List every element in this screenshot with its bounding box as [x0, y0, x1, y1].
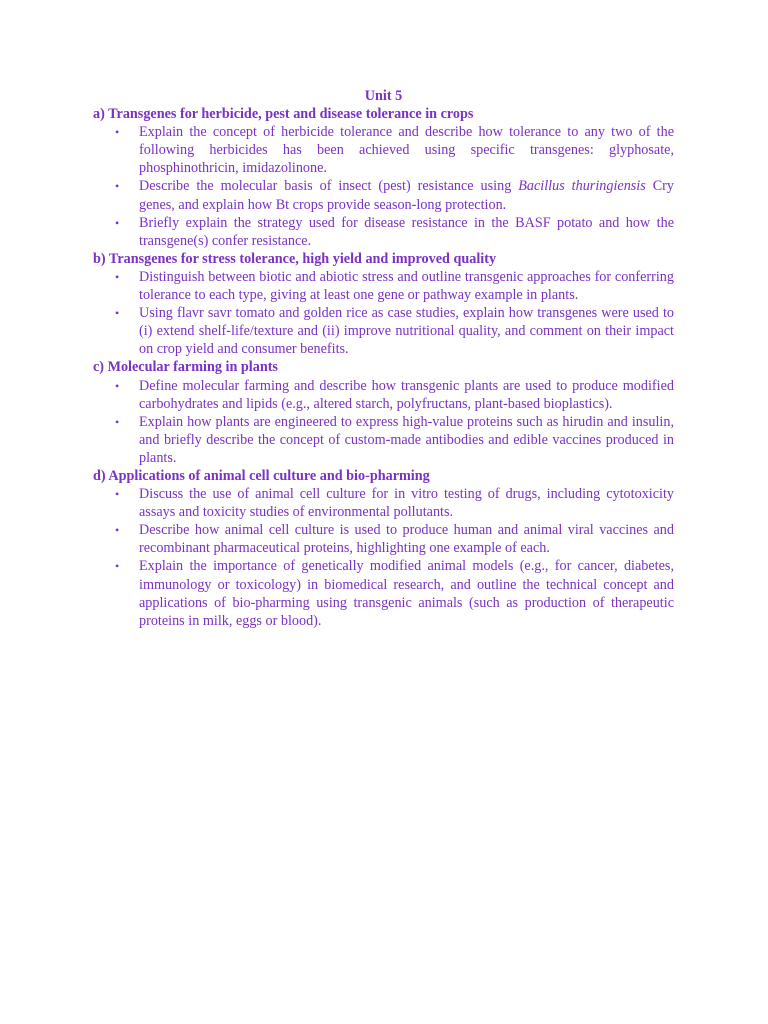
section-a-list: [93, 123, 674, 250]
list-item: [93, 521, 674, 557]
bullet-icon: •: [115, 125, 120, 140]
list-item: [93, 214, 674, 250]
list-item: [93, 304, 674, 358]
list-item: [93, 377, 674, 413]
list-item-text: [139, 177, 674, 213]
list-item: [93, 413, 674, 467]
bullet-icon: •: [115, 414, 120, 429]
list-item-text: Using flavr savr tomato and golden rice as case studies, explain how transgenes were used to (i) extend shelf-life/texture and (ii) improve nutritional quality, and comment on their impact on crop yield and consumer benefits.: [139, 305, 674, 358]
document-page: [93, 87, 674, 630]
list-item-text-part: Cry genes, and explain how Bt crops provide season-long protection.: [139, 178, 675, 213]
species-name-italic: Bacillus thuringiensis: [518, 178, 646, 195]
list-item-text: Discuss the use of animal cell culture for in vitro testing of drugs, including cytotoxicity assays and toxicity studies of environmental pollutants.: [139, 486, 674, 521]
list-item: [93, 485, 674, 521]
list-item-text: Distinguish between biotic and abiotic stress and outline transgenic approaches for conferring tolerance to each type, giving at least one gene or pathway example in plants.: [139, 268, 674, 304]
section-heading-c: c) Molecular farming in plants: [93, 359, 278, 376]
list-item-text-part: Describe the molecular basis of insect (pest) resistance using: [139, 178, 519, 195]
list-item: [93, 123, 674, 177]
page-title: Unit 5: [364, 88, 403, 104]
section-heading-a: a) Transgenes for herbicide, pest and disease tolerance in crops: [93, 106, 474, 123]
section-c-list: [93, 377, 674, 467]
section-b-list: [93, 268, 674, 358]
bullet-icon: •: [115, 215, 120, 230]
section-heading-b: b) Transgenes for stress tolerance, high yield and improved quality: [93, 250, 497, 267]
list-item-text: Describe how animal cell culture is used to produce human and animal viral vaccines and recombinant pharmaceutical proteins, highlighting one example of each.: [139, 522, 674, 557]
section-d-list: [93, 485, 674, 630]
section-heading-d: d) Applications of animal cell culture and bio-pharming: [93, 467, 430, 484]
list-item-text: Explain how plants are engineered to express high-value proteins such as hirudin and insulin, and briefly describe the concept of custom-made antibodies and edible vaccines produced in plants.: [139, 413, 674, 466]
bullet-icon: •: [115, 559, 120, 574]
list-item-text: Explain the concept of herbicide tolerance and describe how tolerance to any two of the following herbicides has been achieved using specific transgenes: glyphosate, phosphinothricin, imidazolinone.: [139, 124, 674, 177]
list-item: [93, 268, 674, 304]
list-item-text: Briefly explain the strategy used for disease resistance in the BASF potato and how the transgene(s) confer resistance.: [139, 214, 674, 249]
bullet-icon: •: [115, 269, 120, 284]
bullet-icon: •: [115, 523, 120, 538]
list-item: [93, 557, 674, 629]
list-item-text: Explain the importance of genetically modified animal models (e.g., for cancer, diabetes, immunology or toxicology) in biomedical research, and outline the technical concept and applications of bio-pharming using transgenic animals (such as production of therapeutic proteins in milk, eggs or blood).: [139, 558, 674, 629]
list-item-text: Define molecular farming and describe how transgenic plants are used to produce modified carbohydrates and lipids (e.g., altered starch, polyfructans, plant-based bioplastics).: [139, 377, 674, 412]
list-item: [93, 177, 674, 213]
bullet-icon: •: [115, 179, 120, 194]
bullet-icon: •: [115, 487, 120, 502]
bullet-icon: •: [115, 378, 120, 393]
bullet-icon: •: [115, 306, 120, 321]
